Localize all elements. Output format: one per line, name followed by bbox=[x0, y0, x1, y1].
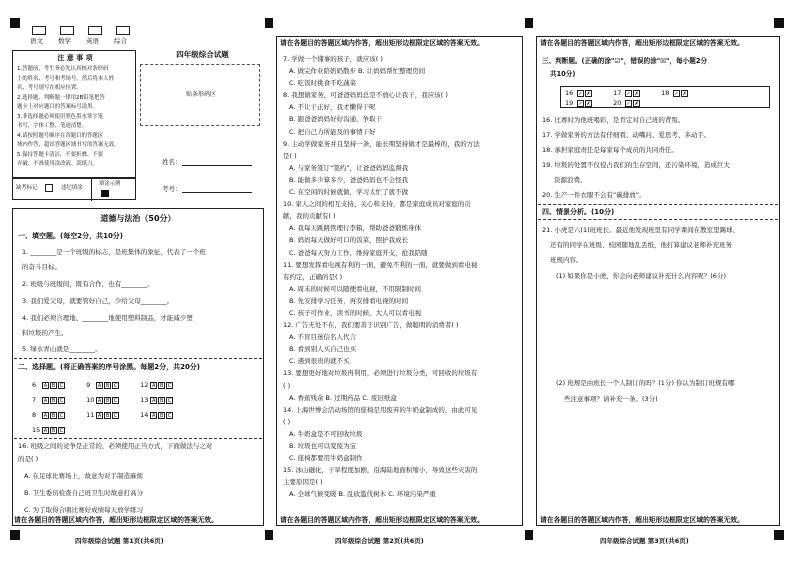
question: 3. 我们爱父母，就要管好自己，少给父母________。 bbox=[22, 297, 174, 305]
option: A. 周末的时候可以随便看电视，不用限制时间 bbox=[289, 284, 421, 293]
notice-text: 1.答题前，考生务必先认真核对条形码 上的姓名、考号和考场号，然后将本人姓 名、考号填写在相应位置。 2.选择题，判断题一律用2B铅笔把答 题卡上对应题目的答案标号涂黑。 3.非选择题必须使用黑色墨水签字笔 书写，字体工整、笔迹清楚。 4.请按照题号顺序在各题目的答题区 域内作答，超出答题区域书写的答案无效。 5.保持答题卡清洁，不要折叠、不要 弄破、不准使用涂改液、刮纸刀。 bbox=[17, 66, 120, 167]
notice-title: 注 意 事 项 bbox=[57, 54, 93, 62]
subject-box[interactable] bbox=[116, 26, 130, 35]
question: 还有的同学在班级、校园随地乱丢纸，他打算建议老师补充班务 bbox=[550, 241, 732, 249]
barcode-area: 贴条形码区 bbox=[140, 64, 260, 126]
question: 14. 上海世博会活动场馆的座椅是用废弃的牛奶盒制成的，由此可见 bbox=[283, 405, 478, 414]
question: ( ) bbox=[283, 417, 291, 426]
question: 班规内容。 bbox=[550, 256, 583, 264]
question: 8. 我想做家务，可爸爸妈妈总是不放心让我干，我应该( ) bbox=[283, 91, 448, 100]
option: B. 妈妈每天做好可口的饭菜，照护我成长 bbox=[289, 236, 409, 245]
corner-marker bbox=[774, 18, 784, 28]
page-footer: 四年级综合试题 第3页(共6页) bbox=[600, 537, 689, 545]
question-list bbox=[283, 53, 519, 500]
corner-marker bbox=[10, 530, 20, 540]
question: 15. 冰山融化，干旱程度加剧，沿海陆地面积缩小，导致这些灾害的 bbox=[283, 466, 478, 475]
subject-label: 英语 bbox=[86, 37, 99, 45]
page-footer: 四年级综合试题 第1页(共6页) bbox=[75, 537, 164, 545]
corner-marker bbox=[10, 18, 20, 28]
corner-marker bbox=[265, 18, 273, 28]
question: 的奋斗目标。 bbox=[22, 263, 61, 271]
question: 5. 绿水青山就是________。 bbox=[22, 345, 102, 353]
option: B. 先安排学习任务，再安排看电视的时间 bbox=[289, 296, 409, 305]
part-title: 四、情景分析。(10分) bbox=[542, 208, 615, 216]
name-field[interactable]: 姓名： bbox=[162, 158, 252, 166]
question: 料垃圾的产生。 bbox=[22, 329, 68, 337]
option: A. 与家务签订“签约”，让爸爸妈妈监督我 bbox=[289, 163, 409, 172]
question: 11. 要想发挥看电视有利的一面，避免不利的一面，就要做到看电视 bbox=[283, 260, 478, 269]
absent-label: 缺考标记 bbox=[16, 185, 38, 191]
subject-label: 数学 bbox=[58, 37, 71, 45]
question: 资源浪费。 bbox=[554, 176, 587, 184]
question: 7. 学做一个懂事的孩子，就应该( ) bbox=[283, 55, 383, 63]
question: 4. 我们必须合理地、________地使用塑料制品，才能减少塑 bbox=[22, 314, 193, 322]
subject-box[interactable] bbox=[32, 26, 46, 35]
question: 19. 垃圾的处置不仅侵占我们的生存空间，还污染环境，造成巨大 bbox=[542, 161, 730, 169]
option: A. 在足球比赛场上，故意为对手制造麻烦 bbox=[24, 472, 143, 480]
subject-selector bbox=[30, 26, 140, 48]
option: C. 座椅都要用牛奶盒制作 bbox=[289, 454, 363, 463]
region-warning: 请在各题目的答题区域内作答，超出矩形边框限定区域的答案无效。 bbox=[14, 516, 218, 524]
region-warning: 请在各题目的答题区域内作答，超出矩形边框限定区域的答案无效。 bbox=[540, 516, 744, 524]
part-title: 一、填空题。(每空2分，共10分) bbox=[18, 232, 124, 240]
exam-title: 四年级综合试题 bbox=[176, 50, 229, 59]
marks-row bbox=[12, 178, 136, 200]
question: 有约定，正确的是( ) bbox=[283, 272, 343, 281]
page-footer: 四年级综合试题 第2页(共6页) bbox=[335, 537, 424, 545]
question: 16. 比赛时为他班喝彩，是肯定对自己班的背叛。 bbox=[542, 116, 685, 124]
option: C. 孩子可作业，读书的时候，大人可以看电视 bbox=[289, 308, 422, 317]
question: 的是( ) bbox=[18, 455, 39, 463]
option: A. 不盲目迷信名人代言 bbox=[289, 333, 356, 342]
question: 是( ) bbox=[283, 151, 297, 160]
option: C. 爸爸每天努力工作，维持家庭开支，抢我陪随 bbox=[289, 248, 428, 257]
corner-marker bbox=[525, 18, 533, 28]
option: C. 为了取得合唱比赛好成绩每天放学练习 bbox=[24, 506, 144, 514]
question: 10. 家人之间的相互支持、关心和支持，都是家庭成员对家庭的贡 bbox=[283, 200, 471, 209]
violation-label: 违纪填涂 bbox=[61, 185, 83, 191]
question: 21. 小虎是六(1)班班长。最近他发现班里有同学课间在教室里踢球、 bbox=[542, 226, 740, 234]
question: 13. 要想更好地对垃圾再利用，必须进行垃圾分类，可回收的垃圾有 bbox=[283, 369, 478, 378]
question: 20. 生产一件衣服不会有“碳排放”。 bbox=[542, 191, 646, 199]
question: 2. 班级与班级间，既有合作，也有________。 bbox=[22, 280, 154, 288]
question: 主要原因是( ) bbox=[283, 478, 323, 487]
option: B. 垃圾也可以变废为宝 bbox=[289, 442, 357, 450]
option: A. 香蕉残余 B. 过期药品 C. 废旧纸盒 bbox=[289, 393, 397, 402]
part-title: 共10分) bbox=[550, 70, 576, 78]
question: 18. 承担家庭责任是每家每个成员的共同责任。 bbox=[542, 146, 678, 154]
option: A. 做完作业陪奶奶散步 B. 让妈妈帮忙整理房间 bbox=[289, 67, 426, 76]
question: 9. 主动学做家务并且坚持一条，能长期坚持做才是最棒的，我的方法 bbox=[283, 139, 480, 148]
question: ( ) bbox=[283, 381, 291, 390]
absent-box[interactable] bbox=[45, 184, 53, 192]
corner-marker bbox=[265, 530, 273, 540]
subject-box[interactable] bbox=[60, 26, 74, 35]
fill-example-icon bbox=[101, 190, 109, 197]
option: A. 不让干正好，我才懒得干呢 bbox=[289, 103, 376, 112]
question: (2) 班规是由班长一个人制订的吗？(1分) 你认为制订班规有哪 bbox=[556, 379, 735, 387]
question: 17. 学做家务的方法有仔细看、动嘴问、爱思考、多动手。 bbox=[542, 131, 711, 139]
corner-marker bbox=[774, 530, 784, 540]
option: B. 卫生委员检查自己班卫生时故意打高分 bbox=[24, 489, 144, 497]
question: 献，我的贡献有( ) bbox=[283, 212, 336, 221]
answer-area[interactable] bbox=[548, 410, 773, 510]
part-title: 二、选择题。(将正确答案的序号涂黑。每题2分，共20分) bbox=[18, 363, 201, 371]
option: C. 在空闲的时候就做，学习太忙了就不做 bbox=[289, 188, 409, 197]
subject-label: 语文 bbox=[30, 37, 43, 45]
question: 12. 广告无处不在，我们要善于识别广告，做聪明的消费者( ) bbox=[283, 321, 459, 330]
option: B. 能做多少算多少，爸爸妈妈也不会怪我 bbox=[289, 175, 409, 184]
notice-box bbox=[12, 50, 136, 178]
option: B. 看到别人买自己也买 bbox=[289, 345, 357, 354]
region-warning: 请在各题目的答题区域内作答，超出矩形边框限定区域的答案无效。 bbox=[540, 39, 744, 47]
option: A. 我每天跳跳管理行李箱，帮助爸爸锻炼身体 bbox=[289, 224, 421, 233]
id-field[interactable]: 考号： bbox=[162, 185, 252, 193]
answer-area[interactable] bbox=[548, 288, 773, 372]
question: 些注意事项？请补充一条。(3分) bbox=[564, 395, 658, 403]
question: 16. 班级之间的竞争是正常的，必须使用正当方式，下面做法与之对 bbox=[18, 442, 213, 450]
region-warning: 请在各题目的答题区域内作答，超出矩形边框限定区域的答案无效。 bbox=[280, 39, 484, 47]
subject-label: 综合 bbox=[114, 37, 127, 45]
option: C. 把自己力所能及的事情干好 bbox=[289, 127, 376, 136]
option: B. 跟爸爸妈妈好好沟通，争取干 bbox=[289, 115, 383, 124]
option: C. 遇到很贵的就不买 bbox=[289, 357, 350, 366]
fill-example-label: 填涂示例 bbox=[99, 181, 121, 187]
region-warning: 请在各题目的答题区域内作答，超出矩形边框限定区域的答案无效。 bbox=[280, 516, 484, 524]
choice-grid: 6 A B C 9 A B C 12 A B C 7 A B C 10 A B C 13 A B C 8 A B C 11 A B C 14 A B C 15 A B C bbox=[32, 381, 172, 434]
corner-marker bbox=[525, 530, 533, 540]
question: (1) 如果你是小虎，你会向老师建议补充什么内容呢？(6分) bbox=[556, 272, 726, 280]
subject-box[interactable] bbox=[88, 26, 102, 35]
section-title: 道德与法治（50分） bbox=[100, 214, 176, 223]
question: 1. ________是一个班级的标志，是班集体的象征，代表了一个班 bbox=[22, 248, 206, 256]
option: A. 全球气候变暖 B. 乱砍滥伐树木 C. 环境污染严重 bbox=[289, 490, 436, 499]
option: A. 牛奶盒是不可回收垃圾 bbox=[289, 429, 363, 438]
part-title: 三、判断题。(正确的涂"☑"，错误的涂"☒"，每小题2分 bbox=[542, 57, 708, 65]
option: C. 吃饭时挑食不吃蔬菜 bbox=[289, 79, 357, 88]
judge-grid: 16 ✓ ✗ 17 ✓ ✗ 18 ✓ ✗ 19 ✓ ✗ 20 ✓ ✗ bbox=[560, 86, 770, 108]
